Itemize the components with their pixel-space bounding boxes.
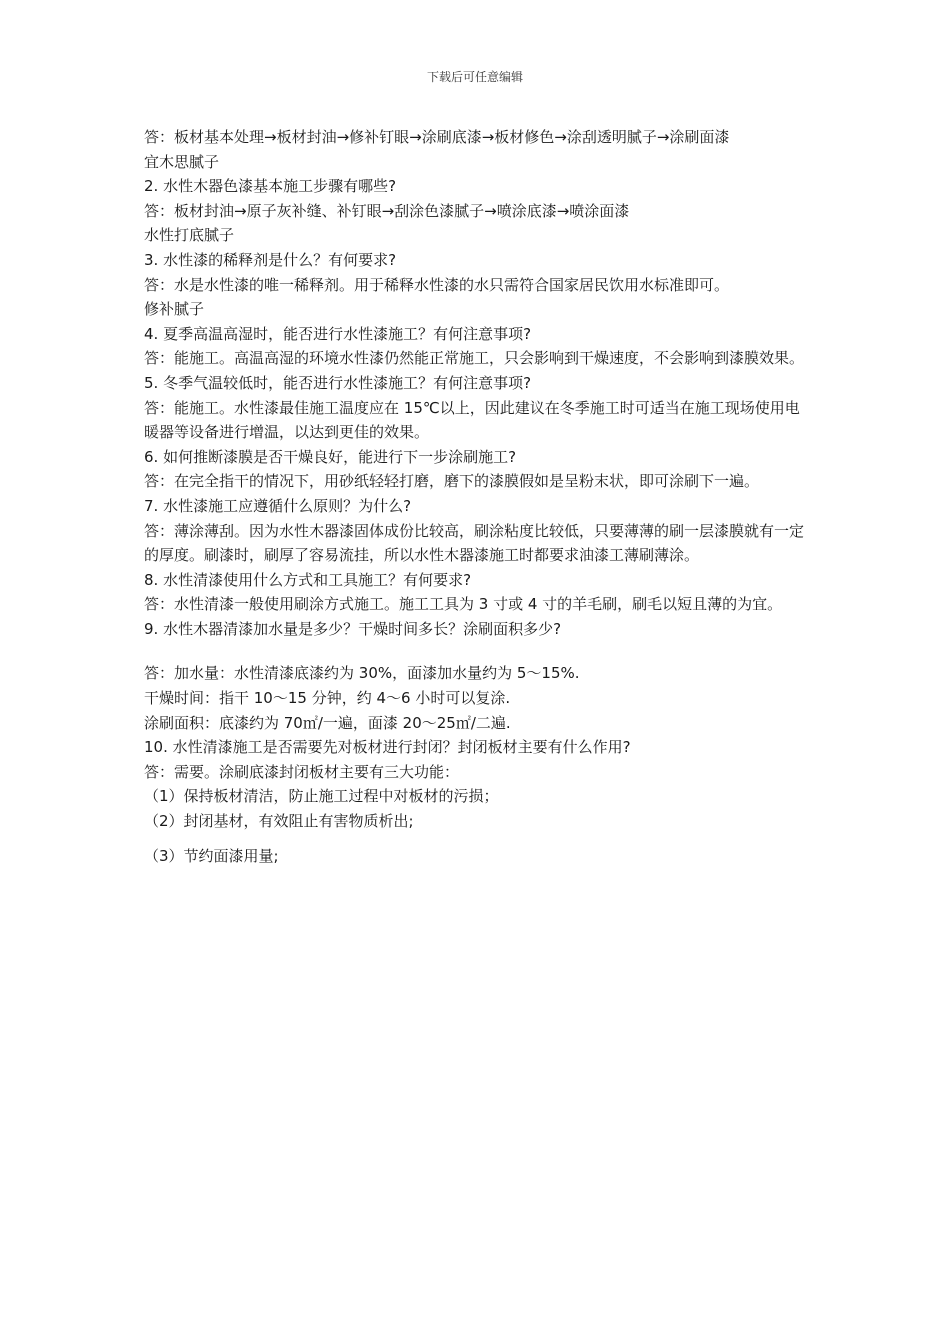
question-9: 9. 水性木器清漆加水量是多少？干燥时间多长？涂刷面积多少? — [144, 619, 562, 638]
page-header: 下载后可任意编辑 — [426, 70, 523, 84]
question-3: 3. 水性漆的稀释剂是什么？有何要求? — [144, 250, 397, 269]
spacer — [144, 641, 808, 661]
answer-9-drying: 干燥时间：指干 10～15 分钟，约 4～6 小时可以复涂. — [144, 689, 511, 708]
question-6: 6. 如何推断漆膜是否干燥良好，能进行下一步涂刷施工? — [144, 447, 517, 466]
question-2: 2. 水性木器色漆基本施工步骤有哪些? — [144, 177, 397, 196]
answer-3: 答：水是水性漆的唯一稀释剂。用于稀释水性漆的水只需符合国家居民饮用水标准即可。 — [144, 275, 730, 294]
question-7: 7. 水性漆施工应遵循什么原则？为什么? — [144, 496, 412, 515]
answer-2: 答：板材封油→原子灰补缝、补钉眼→刮涂色漆腻子→喷涂底漆→喷涂面漆 — [144, 201, 630, 220]
answer-5: 答：能施工。水性漆最佳施工温度应在 15℃以上，因此建议在冬季施工时可适当在施工现场使用电暖器等设备进行增温，以达到更佳的效果。 — [144, 398, 800, 442]
note-1: 宜木思腻子 — [144, 152, 220, 171]
answer-7: 答：薄涂薄刮。因为水性木器漆固体成份比较高，刷涂粘度比较低，只要薄薄的刷一层漆膜就有一定的厚度。刷漆时，刷厚了容易流挂，所以水性木器漆施工时都要求油漆工薄刷薄涂。 — [144, 521, 805, 565]
answer-10-item-2: （2）封闭基材，有效阻止有害物质析出; — [144, 812, 414, 831]
answer-4: 答：能施工。高温高湿的环境水性漆仍然能正常施工，只会影响到干燥速度，不会影响到漆膜效果。 — [144, 349, 805, 368]
answer-8: 答：水性清漆一般使用刷涂方式施工。施工工具为 3 寸或 4 寸的羊毛刷，刷毛以短且薄的为宜。 — [144, 595, 783, 614]
answer-6: 答：在完全指干的情况下，用砂纸轻轻打磨，磨下的漆膜假如是呈粉末状，即可涂刷下一遍。 — [144, 472, 760, 491]
note-2: 水性打底腻子 — [144, 226, 235, 245]
question-5: 5. 冬季气温较低时，能否进行水性漆施工？有何注意事项? — [144, 373, 532, 392]
spacer — [144, 834, 808, 844]
answer-1: 答：板材基本处理→板材封油→修补钉眼→涂刷底漆→板材修色→涂刮透明腻子→涂刷面漆 — [144, 128, 730, 146]
question-10: 10. 水性清漆施工是否需要先对板材进行封闭？封闭板材主要有什么作用? — [144, 738, 631, 757]
question-4: 4. 夏季高温高湿时，能否进行水性漆施工？有何注意事项? — [144, 324, 532, 343]
answer-10-item-3: （3）节约面漆用量; — [144, 846, 279, 865]
answer-10-item-1: （1）保持板材清洁，防止施工过程中对板材的污损； — [144, 787, 499, 806]
answer-10: 答：需要。涂刷底漆封闭板材主要有三大功能： — [144, 762, 460, 781]
question-8: 8. 水性清漆使用什么方式和工具施工？有何要求? — [144, 570, 472, 589]
note-3: 修补腻子 — [144, 300, 205, 319]
answer-9-area: 涂刷面积：底漆约为 70㎡/一遍，面漆 20～25㎡/二遍. — [144, 713, 511, 732]
answer-9-water: 答：加水量：水性清漆底漆约为 30%，面漆加水量约为 5～15%. — [144, 664, 580, 683]
document-body — [144, 125, 808, 868]
